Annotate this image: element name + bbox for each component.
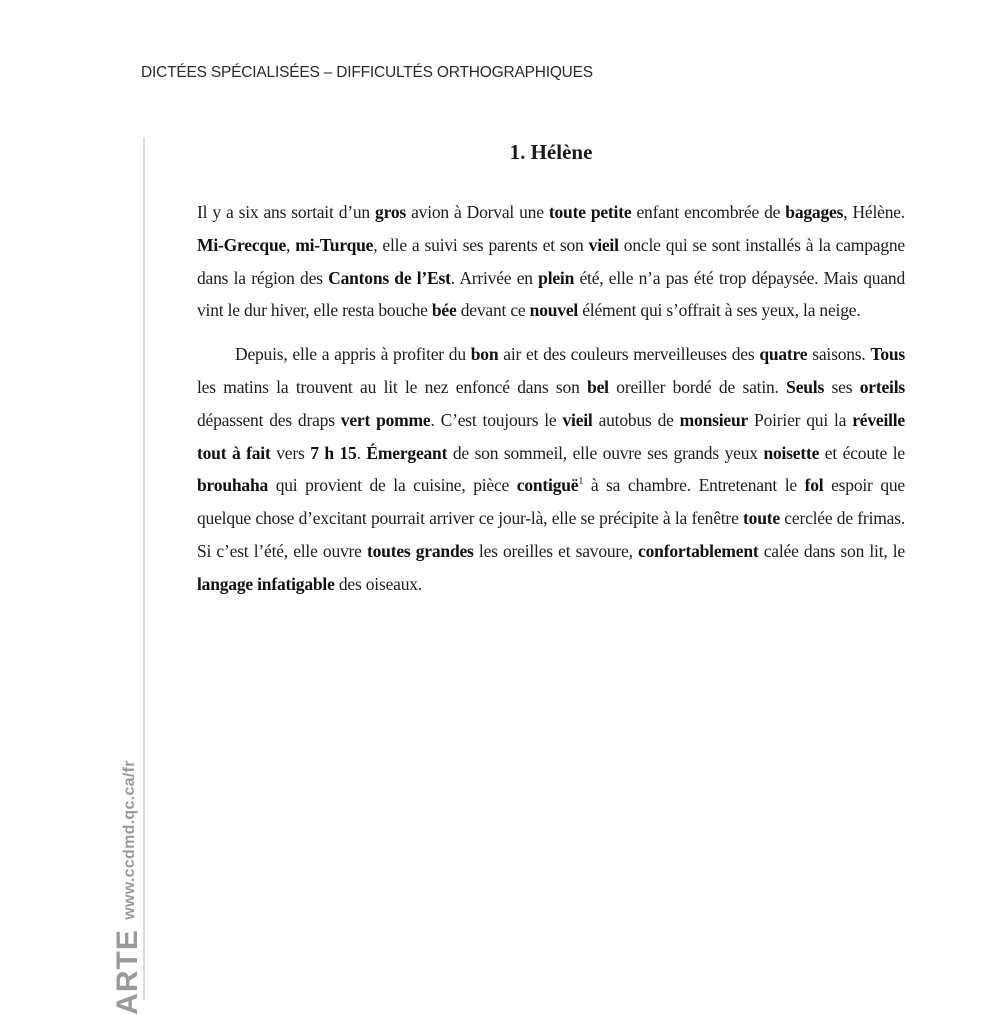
bold-term: vieil <box>562 409 593 430</box>
dictation-body <box>197 196 905 612</box>
text-run: ses <box>824 376 860 397</box>
bold-term: gros <box>375 202 407 222</box>
text-run: devant ce <box>456 300 530 321</box>
text-run: à sa chambre. Entretenant le <box>583 475 805 496</box>
bold-term: langage infatigable <box>197 573 335 594</box>
text-run: . <box>356 442 367 463</box>
bold-term: Mi-Grecque <box>197 234 287 255</box>
text-run: oreiller bordé de satin. <box>608 376 787 397</box>
paragraph <box>197 196 905 327</box>
text-run: , <box>286 234 296 255</box>
bold-term: brouhaha <box>197 475 269 496</box>
bold-term: Tous <box>870 344 906 365</box>
text-run: oncle qui se sont installés à la campagne dans la région des <box>197 234 905 288</box>
text-run: élément qui s’offrait à ses yeux, la neige. <box>578 300 861 321</box>
dictation-title: 1. Hélène <box>509 140 593 164</box>
bold-term: contiguë <box>516 475 579 496</box>
text-run: Il y a six ans sortait d’un <box>197 202 376 222</box>
bold-term: noisette <box>763 442 820 463</box>
text-run: vers <box>270 442 311 463</box>
text-run: été, elle n’a pas été trop dépaysée. Mais quand vint le dur hiver, elle resta bouche <box>197 267 905 321</box>
bold-term: orteils <box>859 376 905 397</box>
text-run: et écoute le <box>819 442 905 463</box>
text-run: calée dans son lit, le <box>758 540 906 561</box>
bold-term: réveille tout à fait <box>197 409 905 463</box>
text-run: air et des couleurs merveilleuses des <box>498 344 760 365</box>
bold-term: mi-Turque <box>295 234 374 255</box>
text-run: , elle a suivi ses parents et son <box>373 234 589 255</box>
bold-term: Seuls <box>786 376 825 397</box>
text-run: enfant encombrée de <box>631 202 786 222</box>
text-run: autobus de <box>592 409 680 430</box>
bold-term: nouvel <box>529 300 579 321</box>
bold-term: toute petite <box>548 202 632 222</box>
text-run: . C’est toujours le <box>430 409 563 430</box>
bold-term: plein <box>538 267 575 288</box>
text-run: Depuis, elle a appris à profiter du <box>235 344 471 365</box>
paragraph <box>197 338 905 600</box>
text-run: les matins la trouvent au lit le nez enfoncé dans son <box>197 376 588 397</box>
bold-term: bel <box>587 376 609 397</box>
bold-term: toute <box>743 508 780 529</box>
side-url: www.ccdmd.qc.ca/fr <box>121 760 138 920</box>
text-run: de son sommeil, elle ouvre ses grands yeux <box>447 442 764 463</box>
text-run: saisons. <box>807 344 871 365</box>
text-run: cerclée de frimas. Si c’est l’été, elle ouvre <box>197 508 905 561</box>
bold-term: Cantons de l’Est <box>328 267 451 288</box>
side-brand: ARTE <box>111 929 144 1015</box>
footnote-marker: 1 <box>578 476 584 488</box>
bold-term: fol <box>804 475 824 496</box>
margin-rule <box>143 138 145 1000</box>
bold-term: bée <box>431 300 457 321</box>
text-run: des oiseaux. <box>334 573 422 594</box>
bold-term: Émergeant <box>366 442 448 463</box>
bold-term: confortablement <box>638 540 759 561</box>
text-run: qui provient de la cuisine, pièce <box>268 475 517 496</box>
text-run: dépassent des draps <box>197 409 341 430</box>
text-run: les oreilles et savoure, <box>473 540 639 561</box>
running-header: DICTÉES SPÉCIALISÉES – DIFFICULTÉS ORTHOGRAPHIQUES <box>141 64 593 81</box>
bold-term: bagages <box>785 202 844 222</box>
bold-term: vert pomme <box>340 409 431 430</box>
text-run: espoir que quelque chose d’excitant pourrait arriver ce jour-là, elle se précipite à la fenêtre <box>197 475 905 529</box>
text-run: avion à Dorval une <box>406 202 549 222</box>
bold-term: vieil <box>588 234 619 255</box>
bold-term: monsieur <box>679 409 749 430</box>
bold-term: quatre <box>759 344 808 365</box>
bold-term: 7 h 15 <box>310 442 357 463</box>
text-run: . Arrivée en <box>450 267 539 288</box>
bold-term: toutes grandes <box>367 540 474 561</box>
text-run: , Hélène. <box>843 202 905 222</box>
text-run: Poirier qui la <box>748 409 853 430</box>
bold-term: bon <box>470 344 499 365</box>
